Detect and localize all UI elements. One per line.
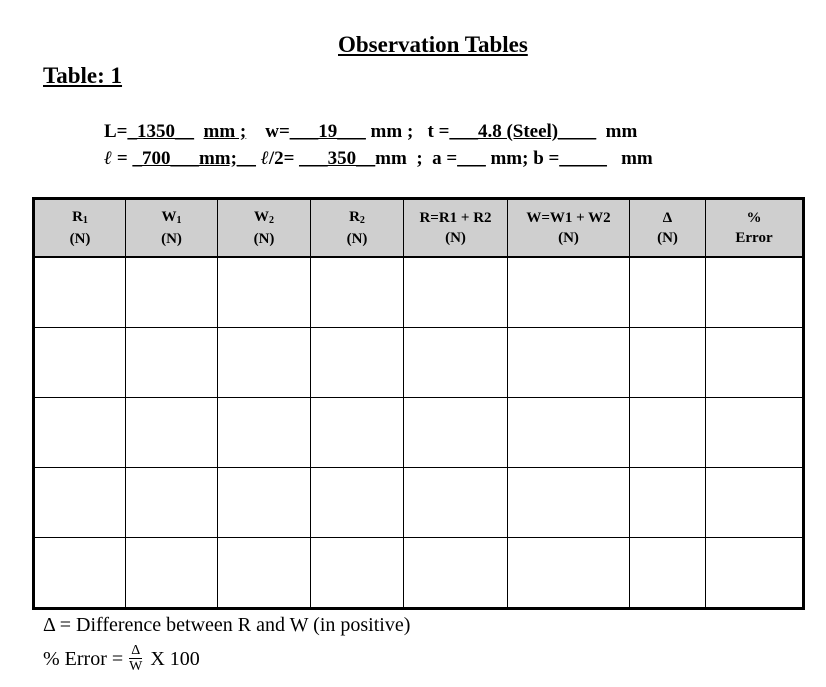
table-row (34, 328, 804, 398)
table-cell[interactable] (404, 538, 508, 609)
param-a-unit: mm; b = (490, 148, 560, 169)
table-cell[interactable] (311, 398, 404, 468)
table-cell[interactable] (706, 468, 804, 538)
param-a-label: a = (432, 148, 458, 169)
table-cell[interactable] (404, 257, 508, 328)
table-cell[interactable] (404, 328, 508, 398)
table-cell[interactable] (706, 398, 804, 468)
table-cell[interactable] (630, 468, 706, 538)
table-cell[interactable] (126, 468, 218, 538)
table-cell[interactable] (126, 398, 218, 468)
table-cell[interactable] (218, 468, 311, 538)
param-l2-unit: mm ; (375, 148, 423, 169)
table-row (34, 468, 804, 538)
header-delta: Δ (N) (630, 199, 706, 258)
observation-table (32, 197, 805, 610)
table-cell[interactable] (706, 538, 804, 609)
table-cell[interactable] (218, 538, 311, 609)
table-cell[interactable] (34, 328, 126, 398)
table-cell[interactable] (34, 398, 126, 468)
table-cell[interactable] (630, 398, 706, 468)
table-body (34, 257, 804, 609)
table-cell[interactable] (404, 398, 508, 468)
table-cell[interactable] (218, 328, 311, 398)
param-t-label: t = (427, 121, 450, 142)
param-a-value: ___ (457, 148, 486, 169)
formula-left: % Error = (43, 647, 124, 670)
table-cell[interactable] (311, 538, 404, 609)
formula-denominator: W (129, 659, 143, 674)
header-r2: R2 (N) (311, 199, 404, 258)
table-cell[interactable] (706, 257, 804, 328)
param-L-unit: mm ; (203, 121, 247, 142)
header-w-sum: W=W1 + W2 (N) (508, 199, 630, 258)
param-l-symbol: ℓ (104, 148, 113, 169)
table-cell[interactable] (218, 257, 311, 328)
table-cell[interactable] (218, 398, 311, 468)
table-row (34, 538, 804, 609)
param-w-unit: mm ; (370, 121, 414, 142)
parameter-row-1 (104, 121, 637, 143)
parameter-row-2 (104, 148, 653, 170)
table-cell[interactable] (508, 257, 630, 328)
table-cell[interactable] (34, 257, 126, 328)
delta-definition: Δ = Difference between R and W (in positive) (43, 614, 411, 636)
header-r-sum: R=R1 + R2 (N) (404, 199, 508, 258)
param-L-value: _1350__ (127, 121, 194, 142)
param-l2-label: /2= (268, 148, 295, 169)
param-w-value: ___19___ (289, 121, 366, 142)
param-l-unit: mm;__ (198, 148, 256, 169)
table-label: Table: 1 (43, 63, 123, 88)
table-cell[interactable] (34, 468, 126, 538)
table-cell[interactable] (508, 468, 630, 538)
table-row (34, 398, 804, 468)
table-cell[interactable] (126, 538, 218, 609)
table-cell[interactable] (311, 257, 404, 328)
table-cell[interactable] (706, 328, 804, 398)
formula-fraction (129, 643, 142, 674)
param-l2-value: ___350__ (299, 148, 376, 169)
table-cell[interactable] (34, 538, 126, 609)
param-t-value: ___4.8 (Steel)____ (449, 121, 597, 142)
table-cell[interactable] (508, 538, 630, 609)
table-cell[interactable] (126, 257, 218, 328)
formula-numerator: Δ (131, 643, 141, 658)
param-t-unit: mm (605, 121, 638, 142)
table-row (34, 257, 804, 328)
header-r1: R1 (N) (34, 199, 126, 258)
param-b-unit: mm (621, 148, 653, 169)
table-cell[interactable] (404, 468, 508, 538)
page-title: Observation Tables (338, 32, 528, 57)
header-w2: W2 (N) (218, 199, 311, 258)
table-cell[interactable] (126, 328, 218, 398)
header-w1: W1 (N) (126, 199, 218, 258)
percent-error-formula (43, 643, 200, 674)
param-l-value: _700___ (132, 148, 199, 169)
table-cell[interactable] (508, 328, 630, 398)
param-L-label: L= (104, 121, 128, 142)
param-b-value: _____ (559, 148, 607, 169)
param-w-label: w= (265, 121, 290, 142)
formula-right: X 100 (150, 647, 200, 670)
header-percent-error: % Error (706, 199, 804, 258)
table-cell[interactable] (311, 468, 404, 538)
table-cell[interactable] (630, 328, 706, 398)
table-cell[interactable] (630, 257, 706, 328)
table-cell[interactable] (508, 398, 630, 468)
param-l2-symbol: ℓ (260, 148, 269, 169)
param-l-eq: = (112, 148, 133, 169)
table-header-row (34, 199, 804, 258)
table-cell[interactable] (311, 328, 404, 398)
table-cell[interactable] (630, 538, 706, 609)
